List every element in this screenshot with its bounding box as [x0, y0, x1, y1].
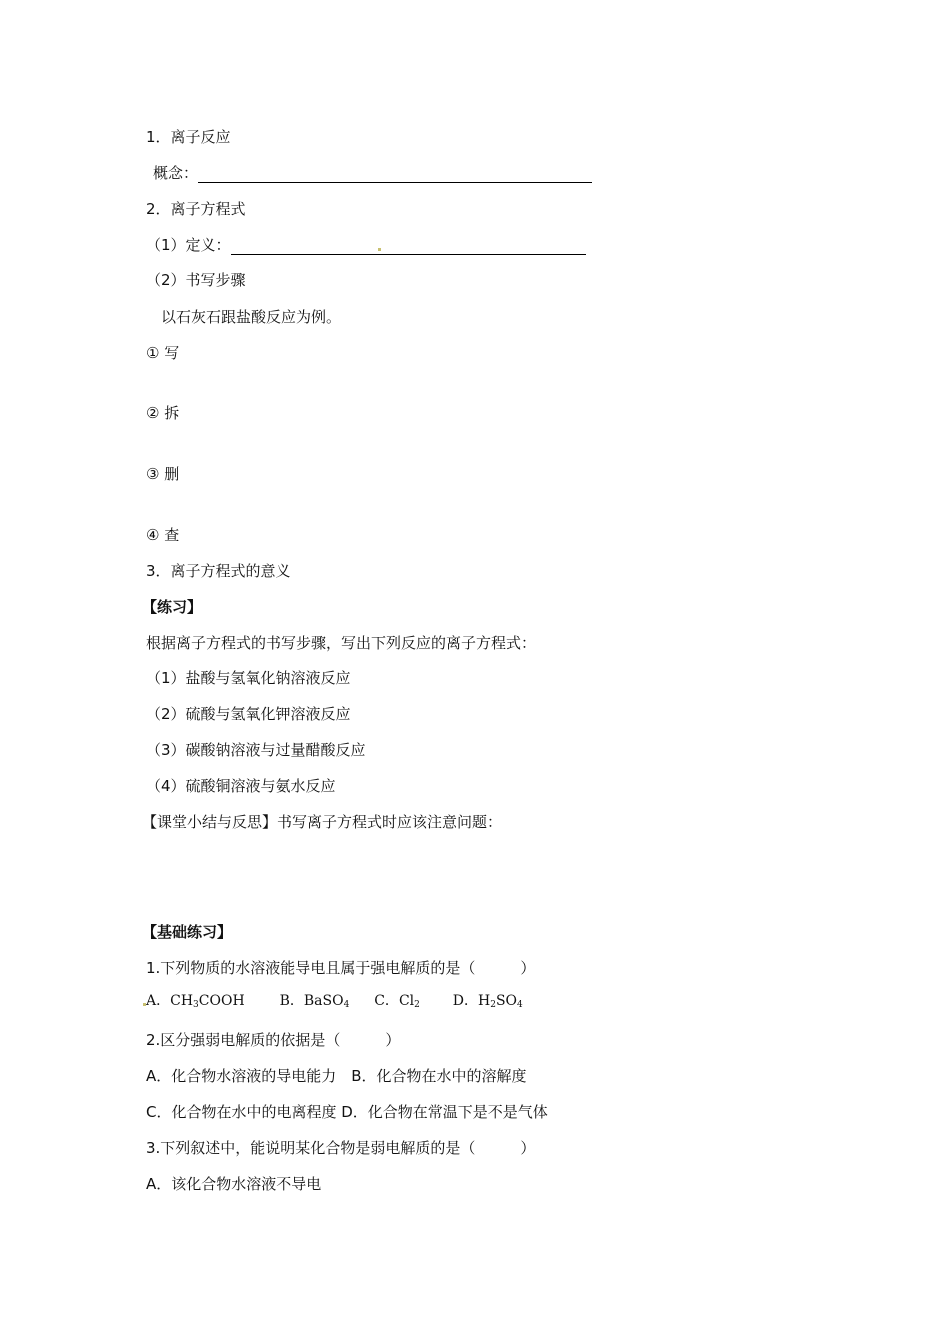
question-2-options-ab: A．化合物水溶液的导电能力 B．化合物在水中的溶解度 — [146, 1067, 527, 1085]
definition-line — [146, 235, 586, 255]
practice-intro: 根据离子方程式的书写步骤，写出下列反应的离子方程式： — [146, 634, 537, 652]
option-a: A．$CH_3COOH$ — [146, 993, 245, 1010]
summary-line — [142, 812, 502, 832]
practice-item-4: （4）硫酸铜溶液与氨水反应 — [146, 777, 336, 795]
basic-practice-heading: 【基础练习】 — [142, 923, 233, 941]
option-b: B．BaSO$_4$ — [279, 993, 350, 1010]
step-check: ④ 查 — [146, 526, 180, 544]
example-text: 以石灰石跟盐酸反应为例。 — [161, 308, 342, 326]
question-3: 3.下列叙述中，能说明某化合物是弱电解质的是（ ） — [146, 1139, 536, 1157]
step-split: ② 拆 — [146, 404, 180, 422]
question-1-options — [146, 991, 523, 1011]
question-2-options-cd: C．化合物在水中的电离程度 D．化合物在常温下是不是气体 — [146, 1103, 548, 1121]
stray-mark — [143, 1003, 146, 1006]
definition-label: （1）定义： — [146, 236, 231, 254]
step-delete: ③ 删 — [146, 465, 180, 483]
practice-item-3: （3）碳酸钠溶液与过量醋酸反应 — [146, 741, 366, 759]
section-2-title: 2．离子方程式 — [146, 200, 246, 218]
writing-steps-label: （2）书写步骤 — [146, 271, 246, 289]
definition-answer-blank — [231, 239, 586, 255]
option-c: C．$Cl_2$ — [374, 993, 420, 1010]
concept-line — [153, 163, 592, 183]
section-1-title: 1．离子反应 — [146, 128, 231, 146]
option-d: D．$H_2SO_4$ — [452, 993, 523, 1010]
concept-label: 概念： — [153, 164, 199, 182]
practice-item-1: （1）盐酸与氢氧化钠溶液反应 — [146, 669, 351, 687]
stray-mark — [378, 248, 381, 251]
section-3-title: 3．离子方程式的意义 — [146, 562, 291, 580]
practice-item-2: （2）硫酸与氢氧化钾溶液反应 — [146, 705, 351, 723]
question-1: 1.下列物质的水溶液能导电且属于强电解质的是（ ） — [146, 959, 536, 977]
practice-heading: 【练习】 — [142, 598, 203, 616]
summary-heading: 【课堂小结与反思】 — [142, 813, 278, 831]
summary-text: 书写离子方程式时应该注意问题： — [277, 813, 503, 831]
question-3-option-a: A．该化合物水溶液不导电 — [146, 1175, 322, 1193]
step-write: ① 写 — [146, 344, 180, 362]
question-2: 2.区分强弱电解质的依据是（ ） — [146, 1031, 401, 1049]
concept-answer-blank — [198, 167, 592, 183]
